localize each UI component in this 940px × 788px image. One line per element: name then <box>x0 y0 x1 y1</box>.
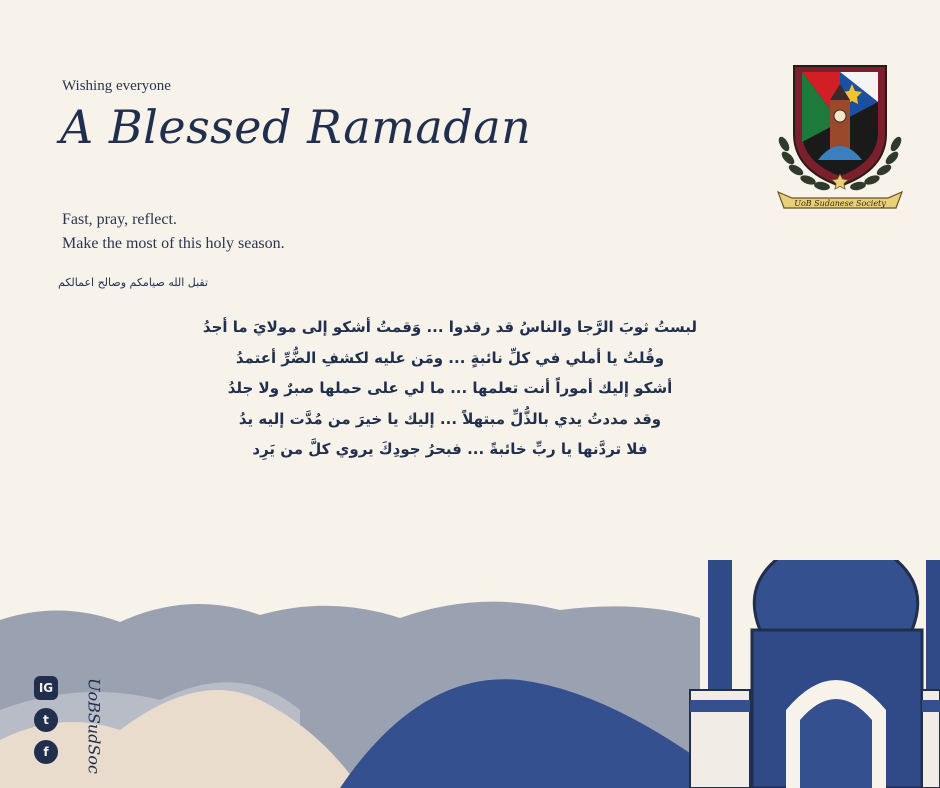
twitter-icon[interactable]: t <box>34 708 58 732</box>
arabic-poem <box>110 312 790 465</box>
arabic-greeting: تقبل الله صيامكم وصالح اعمالكم <box>58 276 209 289</box>
tagline-line-1: Fast, pray, reflect. <box>62 211 177 228</box>
poem-line-5: فلا تردَّنها يا ربِّ خائبةً ... فبحرُ جودِكَ يروي كلَّ من يَرِد <box>252 440 648 458</box>
society-crest <box>770 62 910 222</box>
facebook-icon[interactable]: f <box>34 740 58 764</box>
mosque-landscape <box>0 560 940 788</box>
crest-banner-text: UoB Sudanese Society <box>794 199 886 208</box>
instagram-icon[interactable]: IG <box>34 676 58 700</box>
mosque-icon <box>690 560 940 788</box>
poem-line-4: وقد مددتُ يدي بالذُّلِّ مبتهلاً ... إليك يا خيرَ من مُدَّت إليه يدُ <box>238 409 662 428</box>
poem-line-2: وقُلتُ يا أملي في كلِّ نائبةٍ ... ومَن عليه لكشفِ الضُّرِّ أعتمدُ <box>235 348 665 367</box>
tagline <box>62 208 285 256</box>
tagline-line-2: Make the most of this holy season. <box>62 235 285 252</box>
social-links <box>34 676 64 772</box>
poem-line-1: لبستُ ثوبَ الرَّجا والناسُ قد رقدوا ... وَقمتُ أشكو إلى مولايَ ما أجدُ <box>202 318 698 336</box>
poem-line-3: أشكو إليك أموراً أنت تعلمها ... ما لي على حملها صبرٌ ولا جلدُ <box>227 379 673 397</box>
page-title: A Blessed Ramadan <box>60 100 532 154</box>
social-handle <box>78 678 110 774</box>
eyebrow-text: Wishing everyone <box>62 78 171 94</box>
social-handle-text: UoBSudSoc <box>84 678 104 774</box>
